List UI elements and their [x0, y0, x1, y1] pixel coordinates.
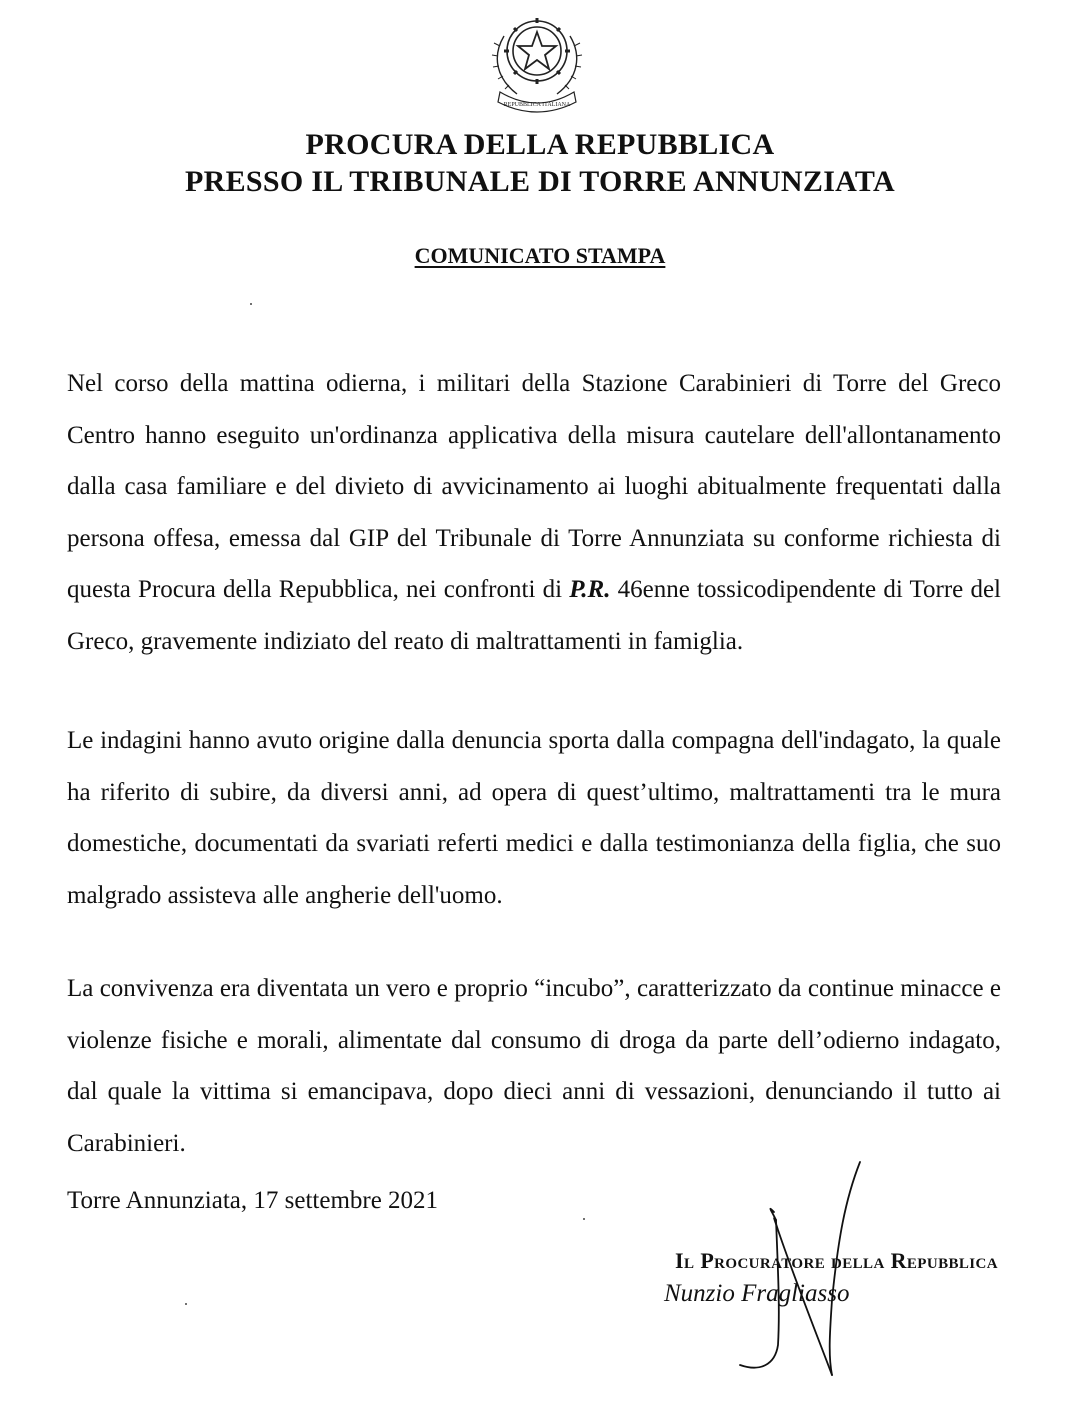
- subtitle-text: COMUNICATO STAMPA: [414, 243, 666, 268]
- scan-speck: [583, 1218, 585, 1220]
- paragraph-1-text-a: Nel corso della mattina odierna, i militari della Stazione Carabinieri di Torre del Greco Centro hanno eseguito un'ordinanza applicativa della misura cautelare dell'allontanamento dalla casa familiare e del divieto di avvicinamento ai luoghi abitualmente frequentati dalla persona offesa, emessa dal GIP del Tribunale di Torre Annunziata su conforme richiesta di questa Procura della Repubblica, nei confronti di: [67, 370, 1001, 604]
- svg-text:REPUBBLICA ITALIANA: REPUBBLICA ITALIANA: [503, 102, 571, 108]
- scan-speck: [250, 303, 252, 305]
- paragraph-2: [67, 715, 1001, 921]
- dateline: Torre Annunziata, 17 settembre 2021: [67, 1187, 439, 1214]
- paragraph-3: [67, 963, 1001, 1169]
- office-title-line-2: PRESSO IL TRIBUNALE DI TORRE ANNUNZIATA: [185, 165, 895, 198]
- scan-speck: [185, 1303, 187, 1305]
- signatory-title: Il Procuratore della Repubblica: [675, 1248, 998, 1273]
- paragraph-1-text-b: 46enne tossicodipendente di Torre del Greco, gravemente indiziato del reato di maltrattamenti in famiglia.: [67, 576, 1001, 655]
- paragraph-3-text: La convivenza era diventata un vero e proprio “incubo”, caratterizzato da continue minacce e violenze fisiche e morali, alimentate dal consumo di droga da parte dell’odierno indagato, dal quale la vittima si emancipava, dopo dieci anni di vessazioni, denunciando il tutto ai Carabinieri.: [67, 975, 1001, 1157]
- paragraph-1: [67, 358, 1001, 668]
- italian-republic-emblem-icon: [482, 6, 592, 116]
- suspect-initials: P.R.: [569, 576, 611, 604]
- office-title-line-1: PROCURA DELLA REPUBBLICA: [305, 128, 775, 161]
- paragraph-2-text: Le indagini hanno avuto origine dalla denuncia sporta dalla compagna dell'indagato, la quale ha riferito di subire, da diversi anni, ad opera di quest’ultimo, maltrattamenti tra le mura domestiche, documentati da svariati referti medici e dalla testimonianza della figlia, che suo malgrado assisteva alle angherie dell'uomo.: [67, 727, 1001, 909]
- signatory-name: Nunzio Fragliasso: [664, 1280, 850, 1307]
- document-subtitle: [0, 243, 1080, 269]
